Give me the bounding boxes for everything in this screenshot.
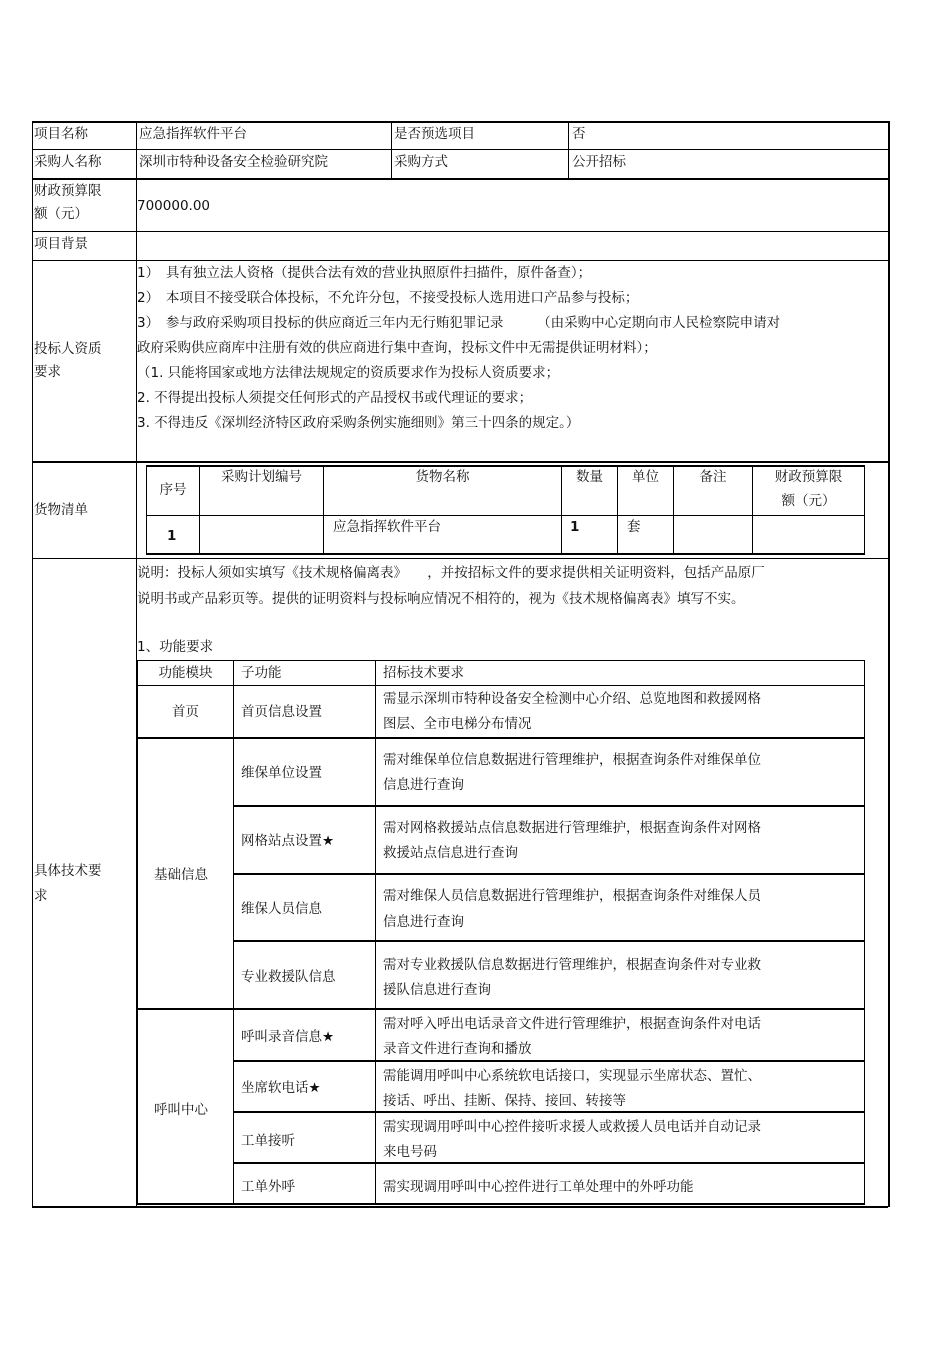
requirement-cell: 援队信息进行查询 (383, 982, 491, 998)
requirement-cell: 需对维保人员信息数据进行管理维护，根据查询条件对维保人员 (383, 888, 761, 904)
module-home: 首页 (172, 704, 199, 720)
goods-table-divider (146, 515, 865, 516)
goods-header-unit: 单位 (632, 469, 659, 485)
func-module-divider (137, 1008, 865, 1010)
column-divider (568, 121, 569, 179)
qualification-line: 3） 参与政府采购项目投标的供应商近三年内无行贿犯罪记录 （由采购中心定期向市人民检察院申请对 (137, 315, 781, 331)
goods-col-line (864, 465, 865, 555)
func-col-line (864, 660, 865, 1205)
goods-row-name: 应急指挥软件平台 (333, 519, 441, 535)
goods-col-line (146, 465, 147, 555)
func-col-line (137, 660, 138, 1205)
row-divider (32, 558, 888, 559)
func-module-divider (137, 737, 865, 739)
requirement-cell: 需对网格救援站点信息数据进行管理维护，根据查询条件对网格 (383, 820, 761, 836)
subfunction-cell: 首页信息设置 (241, 704, 322, 720)
func-header-module: 功能模块 (158, 665, 213, 681)
qualification-line: 3. 不得违反《深圳经济特区政府采购条例实施细则》第三十四条的规定。） (137, 415, 580, 431)
qualification-line: （1. 只能将国家或地方法律法规规定的资质要求作为投标人资质要求； (137, 365, 560, 381)
subfunction-cell: 坐席软电话★ (241, 1080, 321, 1096)
requirement-cell: 来电号码 (383, 1144, 437, 1160)
goods-header-plan-no: 采购计划编号 (221, 469, 302, 485)
func-row-divider (233, 873, 865, 875)
qualification-line: 政府采购供应商库中注册有效的供应商进行集中查询，投标文件中无需提供证明材料）； (137, 340, 657, 356)
preselect-label: 是否预选项目 (394, 126, 475, 142)
qualification-line: 2. 不得提出投标人须提交任何形式的产品授权书或代理证的要求； (137, 390, 533, 406)
background-label: 项目背景 (34, 236, 88, 252)
func-col-line (375, 660, 376, 1205)
func-header-subfunction: 子功能 (241, 665, 282, 681)
goods-list-label: 货物清单 (34, 502, 88, 518)
requirement-cell: 接话、呼出、挂断、保持、接回、转接等 (383, 1093, 626, 1109)
func-header-requirement: 招标技术要求 (383, 665, 464, 681)
tech-note-line1: 说明：投标人须如实填写《技术规格偏离表》 ，并按招标文件的要求提供相关证明资料，包括产品原厂 (137, 565, 765, 581)
budget-label-line2: 额（元） (34, 206, 88, 222)
qualification-label-line1: 投标人资质 (34, 341, 102, 357)
qualification-label-line2: 要求 (34, 364, 61, 380)
func-col-line (233, 660, 234, 1205)
budget-label-line1: 财政预算限 (34, 183, 102, 199)
func-table-bottom (137, 1203, 865, 1205)
func-table-top (137, 660, 865, 661)
purchaser-label: 采购人名称 (34, 154, 102, 170)
func-row-divider (233, 1111, 865, 1113)
qualification-line: 2） 本项目不接受联合体投标，不允许分包，不接受投标人选用进口产品参与投标； (137, 290, 639, 306)
table-border-top (32, 121, 888, 123)
project-name-value: 应急指挥软件平台 (139, 126, 247, 142)
row-divider (32, 178, 888, 180)
row-divider (32, 149, 888, 150)
goods-header-budget-line2: 额（元） (781, 493, 836, 509)
requirement-cell: 需对呼入呼出电话录音文件进行管理维护，根据查询条件对电话 (383, 1016, 761, 1032)
func-row-divider (233, 940, 865, 942)
subfunction-cell: 工单外呼 (241, 1179, 295, 1195)
row-divider (32, 461, 888, 463)
requirement-cell: 需能调用呼叫中心系统软电话接口，实现显示坐席状态、置忙、 (383, 1068, 761, 1084)
tech-note-line2: 说明书或产品彩页等。提供的证明资料与投标响应情况不相符的，视为《技术规格偏离表》填写不实。 (137, 591, 745, 607)
goods-header-budget-line1: 财政预算限 (774, 469, 843, 485)
subfunction-cell: 网格站点设置★ (241, 833, 335, 849)
tech-label-line1: 具体技术要 (34, 863, 102, 879)
requirement-cell: 需对专业救援队信息数据进行管理维护，根据查询条件对专业救 (383, 957, 761, 973)
func-row-divider (233, 1060, 865, 1062)
module-basic-info: 基础信息 (154, 867, 208, 883)
preselect-value: 否 (572, 126, 586, 142)
tech-label-line2: 求 (34, 888, 48, 904)
subfunction-cell: 维保人员信息 (241, 901, 322, 917)
goods-row-unit: 套 (627, 519, 641, 535)
goods-header-remark: 备注 (699, 469, 727, 485)
goods-table-bottom (146, 553, 865, 555)
table-border-right (888, 121, 890, 1207)
requirement-cell: 需实现调用呼叫中心控件进行工单处理中的外呼功能 (383, 1179, 694, 1195)
requirement-cell: 需显示深圳市特种设备安全检测中心介绍、总览地图和救援网格 (383, 691, 761, 707)
purchaser-value: 深圳市特种设备安全检验研究院 (139, 154, 328, 170)
method-value: 公开招标 (572, 154, 626, 170)
column-divider (391, 121, 392, 179)
goods-header-name: 货物名称 (415, 469, 470, 485)
method-label: 采购方式 (394, 154, 448, 170)
requirement-cell: 图层、全市电梯分布情况 (383, 716, 532, 732)
row-divider (32, 231, 888, 232)
requirement-cell: 需实现调用呼叫中心控件接听求援人或救援人员电话并自动记录 (383, 1119, 761, 1135)
subfunction-cell: 呼叫录音信息★ (241, 1029, 335, 1045)
budget-value: 700000.00 (137, 198, 211, 214)
subfunction-cell: 维保单位设置 (241, 765, 322, 781)
goods-header-index: 序号 (159, 482, 187, 498)
subfunction-cell: 工单接听 (241, 1133, 295, 1149)
func-row-divider (233, 1162, 865, 1164)
row-divider (32, 260, 888, 261)
goods-table-top (146, 465, 865, 467)
func-row-divider (233, 805, 865, 807)
requirement-cell: 救援站点信息进行查询 (383, 845, 518, 861)
goods-row-quantity: 1 (570, 519, 580, 535)
subfunction-cell: 专业救援队信息 (241, 969, 336, 985)
module-call-center: 呼叫中心 (154, 1102, 208, 1118)
function-section-title: 1、功能要求 (137, 639, 214, 655)
goods-header-quantity: 数量 (576, 469, 603, 485)
requirement-cell: 需对维保单位信息数据进行管理维护，根据查询条件对维保单位 (383, 752, 761, 768)
requirement-cell: 信息进行查询 (383, 777, 464, 793)
table-border-left (32, 121, 33, 1207)
requirement-cell: 信息进行查询 (383, 914, 464, 930)
requirement-cell: 录音文件进行查询和播放 (383, 1041, 532, 1057)
qualification-line: 1） 具有独立法人资格（提供合法有效的营业执照原件扫描件，原件备查）； (137, 265, 592, 281)
goods-row-index: 1 (167, 528, 177, 544)
project-name-label: 项目名称 (34, 126, 88, 142)
func-header-divider (137, 685, 865, 686)
table-border-bottom (32, 1206, 888, 1208)
